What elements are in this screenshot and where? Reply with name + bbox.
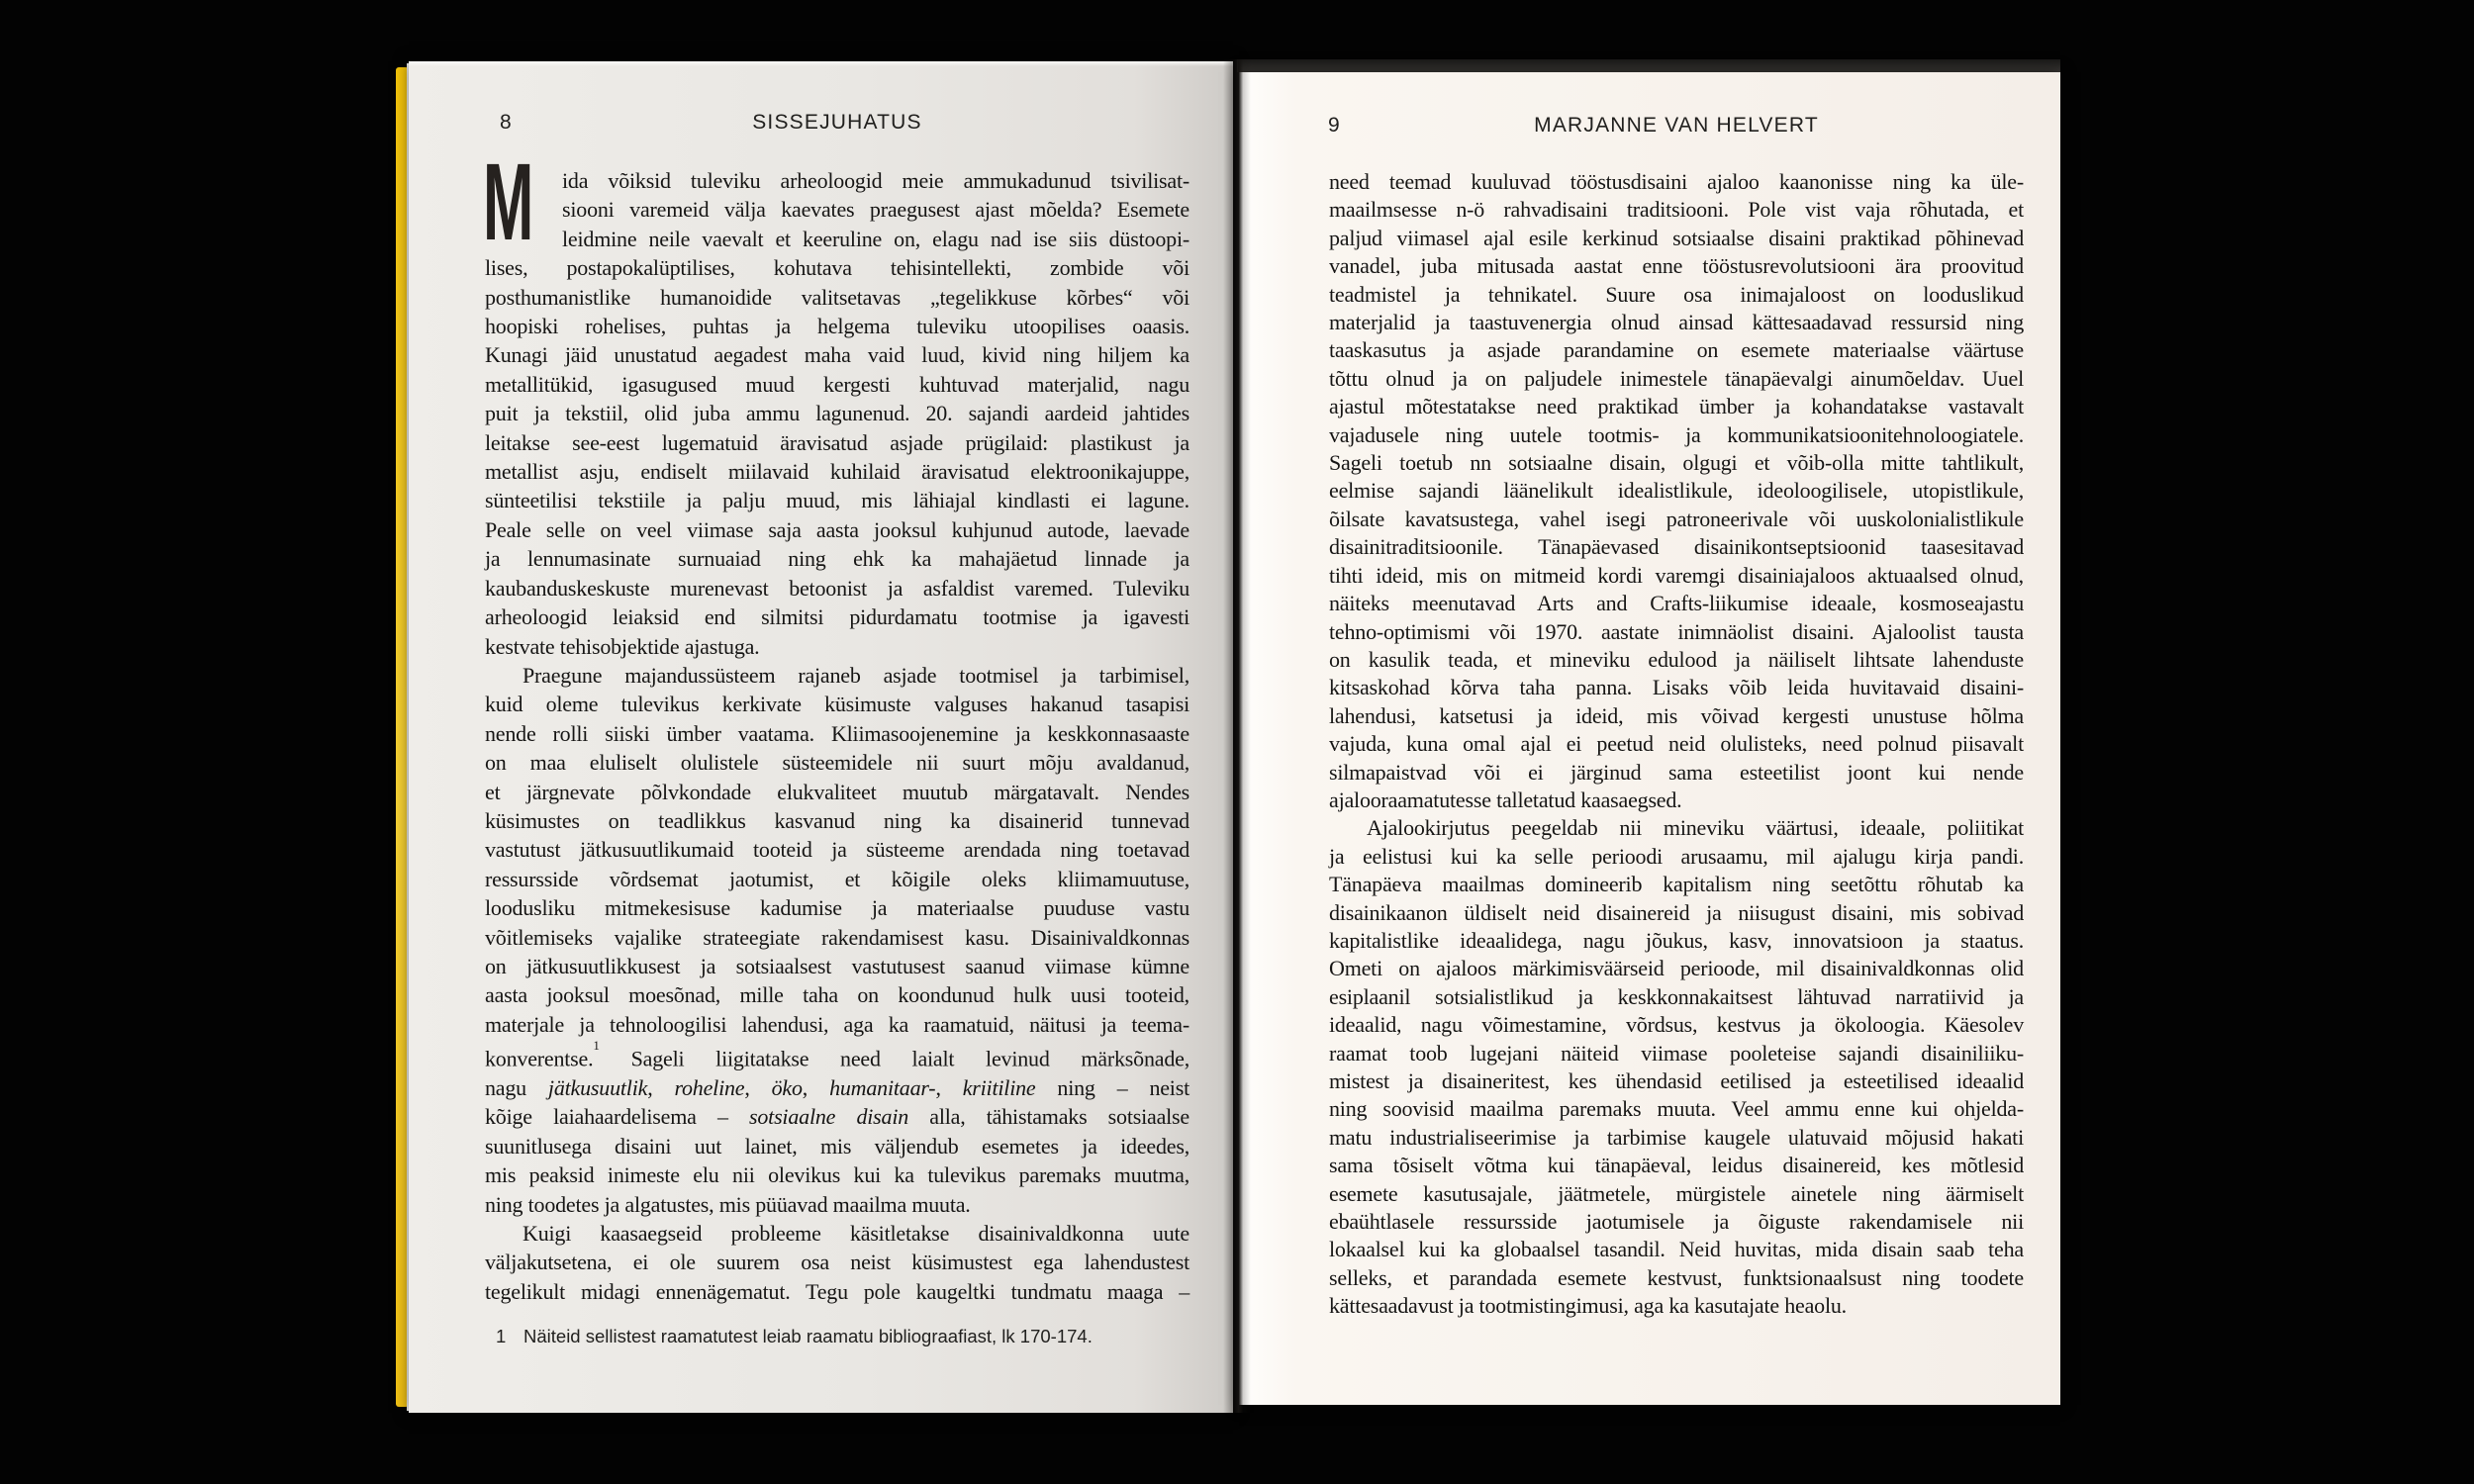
right-running-head: MARJANNE VAN HELVERT [1534,114,1819,137]
drop-cap-letter: M [483,141,534,263]
footnote [485,1326,1189,1347]
footnote-marker: 1 [496,1326,507,1346]
left-page-number: 8 [500,111,512,134]
left-running-head: SISSEJUHATUS [752,111,922,134]
left-page-body [483,141,1189,1306]
left-page [409,61,1233,1413]
paragraph: Praegune majandussüsteem rajaneb asjade tootmisel ja tarbimisel, kuid oleme tulevikus kerkivate küsimuste valguses hakanud tasapisi nende rolli siiski ümber vaatama. Kliimasoojenemine ja keskkonnasaaste on maa eluliselt olulistele süsteemidele nii suurt mõju avaldanud, et järgnevate põlvkondade elukvaliteet muutub märgatavalt. Nendes küsimustes on teadlikkus kasvanud ning ka disainerid tunnevad vastutust jätkusuutlikumaid tooteid ja süsteeme arendada ning toetavad ressursside võrdsemat jaotumist, et kõigile oleks kliimamuutuse, loodusliku mitmekesisuse kadumise ja materiaalse puuduse vastu võitlemiseks vajalike strateegiate rakendamisest kasu. Disainivaldkonnas on jätkusuutlikkusest ja sotsiaalsest vastutusest saanud viimase kümne aasta jooksul moesõnad, mille taha on koondunud hulk uusi tooteid, materjale ja tehnoloogilisi lahendusi, aga ka raamatuid, näitusi ja teema- konverentse.$^1$ Sageli liigitatakse need laialt levinud märksõnade, nagu jätkusuutlik, roheline, öko, humanitaar-, kriitiline ning – neist kõige laiahaardelisema – sotsiaalne disain alla, tähistamaks sotsiaalse suunitlusega disaini uut lainet, mis väljendub esemetes ja ideedes, mis peaksid inimeste elu nii olevikus kui ka tulevikus paremaks muutma, ning toodetes ja algatustes, mis püüavad maailma muuta. [485,662,1189,1217]
right-page-number: 9 [1328,114,1340,137]
book-gutter-shadow [1223,59,1251,1413]
footnote-text: Näiteid sellistest raamatutest leiab raamatu bibliograafiast, lk 170-174. [523,1326,1093,1346]
paragraph: Ajalookirjutus peegeldab nii mineviku väärtusi, ideaale, poliitikat ja eelistusi kui ka selle perioodi arusaamu, mil ajalugu kirja pandi. Tänapäeva maailmas domineerib kapitalism ning seetõttu rõhutab ka disainikaanon üldiselt neid disainereid ja niisugust disaini, mis sobivad kapitalistlike ideaalidega, nagu jõukus, kasv, innovatsioon ja staatus. Ometi on ajaloos märkimisväärseid perioode, mil disainivaldkonnas olid esiplaanil sotsialistlikud ja keskkonnakaitsest lähtuvad narratiivid ja ideaalid, nagu võimestamine, võrdsus, kestvus ja ökoloogia. Käesolev raamat toob lugejani näiteid viimase pooleteise sajandi disainiliiku- mistest ja disaineritest, kes ühendasid eetilised ja esteetilised ideaalid ning soovisid maailma paremaks muuta. Veel ammu enne kui ohjelda- matu industrialiseerimise ja tarbimise kaugele ulatuvaid mõjusid hakati sama tõsiselt võtma kui tänapäeval, leidus disainereid, kes mõtlesid esemete kasutusajale, jäätmetele, mürgistele ainetele ning äärmiselt ebaühtlasele ressursside jaotumisele ja õiguste rakendamisele nii lokaalsel kui ka globaalsel tasandil. Neid huvitas, mida disain saab teha selleks, et parandada esemete kestvust, funktsionaalsust ning toodete kättesaadavust ja tootmistingimusi, aga ka kasutajate heaolu. [1329,815,2024,1319]
right-page [1239,72,2060,1405]
paragraph: need teemad kuuluvad tööstusdisaini ajaloo kaanonisse ning ka üle- maailmsesse n-ö rahvadisaini traditsiooni. Pole vist vaja rõhutada, et paljud viimasel ajal esile kerkinud sotsiaalse disaini praktikad põhinevad vanadel, juba mitusada aastat enne tööstusrevolutsiooni ära proovitud teadmistel ja tehnikatel. Suure osa inimajaloost on looduslikud materjalid ja taastuvenergia olnud ainsad kättesaadavad ressursid ning taaskasutus ja asjade parandamine on esemete materiaalse väärtuse tõttu olnud ja on paljudele inimestele tänapäevalgi ainumõeldav. Uuel ajastul mõtestatakse need praktikad ümber ja kohandatakse vastavalt vajadusele ning uutele tootmis- ja kommunikatsioonitehnoloogiatele. Sageli toetub nn sotsiaalne disain, olgugi et võib-olla mitte tahtlikult, eelmise sajandi läänelikult idealistlikule, ideoloogilisele, utopistlikule, õilsate kavatsustega, vahel isegi patroneerivale või uuskolonialistlikule disainitraditsioonile. Tänapäevased disainikontseptsioonid taasesitavad tihti ideid, mis on mitmeid kordi varemgi disainiajaloos aktuaalsed olnud, näiteks meenutavad Arts and Crafts-liikumise ideaale, kosmoseajastu tehno-optimismi või 1970. aastate inimnäolist disaini. Ajaloolist tausta on kasulik teada, et mineviku edulood ja näiliselt lihtsate lahenduste kitsaskohad kõrva taha panna. Lisaks võib leida huvitavaid disaini- lahendusi, katsetusi ja ideid, mis võivad kergesti unustuse hõlma vajuda, kuna omal ajal ei peetud neid olulisteks, need polnud piisavalt silmapaistvad või ei järginud sama esteetilist joont kui nende ajalooraamatutesse talletatud kaasaegsed. [1329,169,2024,812]
paragraph: Kuigi kaasaegseid probleeme käsitletakse disainivaldkonna uute väljakutsetena, ei ole suurem osa neist küsimustest ega lahendustest tegelikult midagi ennenägematut. Tegu pole kaugeltki tundmatu maaga – [485,1220,1189,1304]
right-page-body [1329,168,2024,1321]
page-top-shadow [1237,59,2060,72]
paragraph: ida võiksid tuleviku arheoloogid meie ammukadunud tsivilisat- siooni varemeid välja kaevates praegusest ajast mõelda? Esemete leidmine neile vaevalt et keeruline on, elagu nad ise siis düstoopi- lises, postapokalüptilises, kohutava tehisintellekti, zombide või posthumanistlike humanoidide valitsetavas „tegelikkuse kõrbes“ või hoopiski rohelises, puhtas ja helgema tuleviku utoopilises oaasis. Kunagi jäid unustatud aegadest maha vaid luud, kivid ning hiljem ka metallitükid, igasugused muud kergesti kuhtuvad materjalid, nagu puit ja tekstiil, olid juba ammu lagunenud. 20. sajandi aardeid jahtides leitakse see-eest lugematuid äravisatud asjade prügilaid: plastikust ja metallist asju, endiselt miilavaid kuhilaid äravisatud elektroonikajuppe, sünteetilisi tekstiile ja palju muud, mis lähiajal kindlasti ei lagune. Peale selle on veel viimase saja aasta jooksul kuhjunud autode, laevade ja lennumasinate surnuaiad ning ehk ka mahajäetud linnade ja kaubanduskeskuste murenevast betoonist ja asfaldist varemed. Tuleviku arheoloogid leiaksid end silmitsi pidurdamatu tootmise ja igavesti kestvate tehisobjektide ajastuga. [485,168,1189,659]
